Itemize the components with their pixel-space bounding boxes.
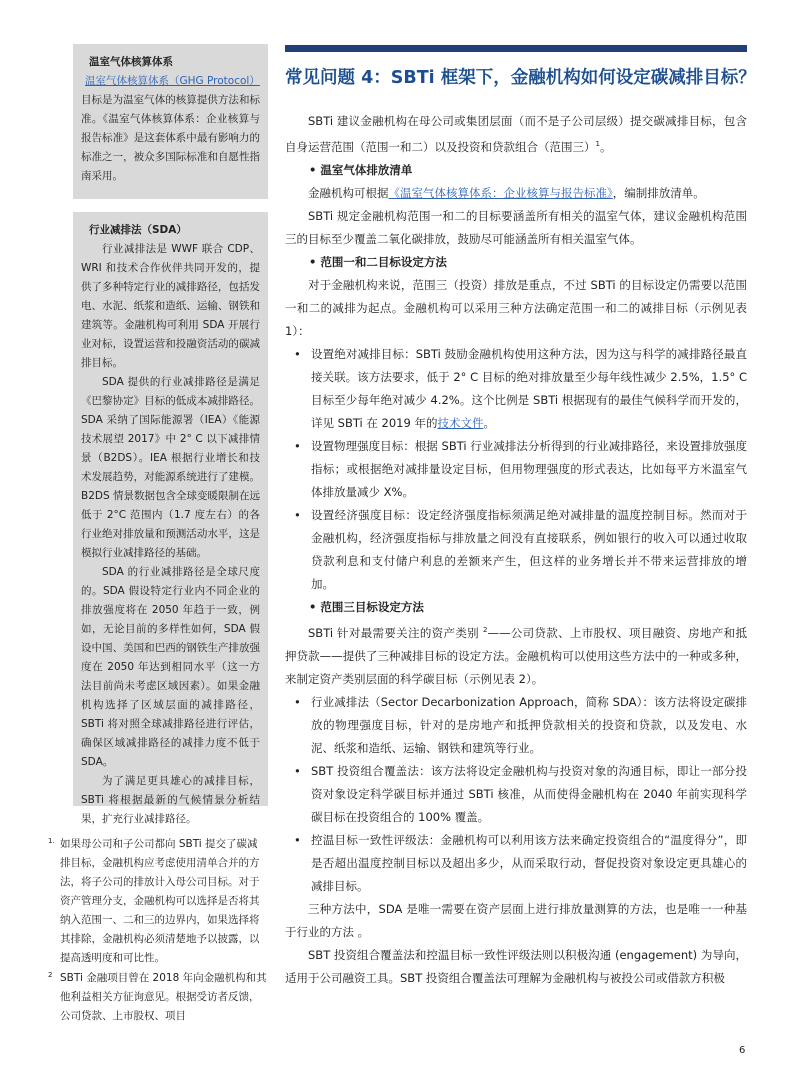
footnote-ref-1[interactable]: 1	[595, 140, 600, 148]
footnote-text: 如果母公司和子公司都向 SBTi 提交了碳减排目标，金融机构应考虑使用清单合并的方法，将子公司的排放计入母公司目标。对于资产管理分支，金融机构可以选择是否将其纳入范围一、二和三的边界内，如果选择将其排除，金融机构必须清楚地予以披露，以提高透明度和可比性。	[60, 838, 260, 964]
sda-box-title: 行业减排法（SDA）	[89, 224, 187, 236]
ghg-protocol-sidebar-box	[73, 44, 268, 199]
text: SBT 投资组合覆盖法：该方法将设定金融机构与投资对象的沟通目标，即让一部分投资对象设定科学碳目标并通过 SBTi 核准，从而使得金融机构在 2040 年前实现科学碳目标在投资组合的 100% 覆盖。	[311, 763, 747, 824]
ghg-standard-link[interactable]: 《温室气体核算体系：企业核算与报告标准》	[388, 185, 613, 200]
engagement-paragraph: SBT 投资组合覆盖法和控温目标一致性评级法则以积极沟通 (engagement) 为导向，适用于公司融资工具。SBT 投资组合覆盖法可理解为金融机构与被投公司或借款方积极	[285, 947, 747, 985]
text: 设置经济强度目标：设定经济强度指标须满足绝对减排量的温度控制目标。然而对于金融机构，经济强度指标与排放量之间没有直接联系，例如银行的收入可以通过收取贷款利息和支付储户利息的差额来产生，但这样的业务增长并不带来运营排放的增加。	[311, 507, 747, 591]
text: SBTi 针对最需要关注的资产类别	[308, 625, 483, 640]
footnotes	[48, 835, 268, 1027]
sda-box-paragraph: 行业减排法是 WWF 联合 CDP、WRI 和技术合作伙伴共同开发的，提供了多种特定行业的减排路径，包括发电、水泥、纸浆和造纸、运输、钢铁和建筑等。金融机构可利用 SDA 开展行业对标，设置运营和投融资活动的碳减排目标。	[81, 243, 260, 369]
bullet-icon: •	[294, 346, 301, 361]
heading-accent-bar	[285, 45, 747, 52]
text: ，编制排放清单。	[612, 185, 705, 200]
technical-document-link[interactable]: 技术文件	[437, 415, 484, 430]
bullet-icon: •	[294, 694, 301, 709]
page-heading: 常见问题 4：SBTi 框架下，金融机构如何设定碳减排目标？	[285, 68, 756, 88]
sda-box-paragraph: 为了满足更具雄心的减排目标，SBTi 将根据最新的气候情景分析结果，扩充行业减排路径。	[81, 775, 260, 825]
bullet-icon: •	[294, 438, 301, 453]
footnote-mark: 2	[48, 971, 53, 979]
main-content	[285, 110, 747, 990]
intro-text: SBTi 建议金融机构在母公司或集团层面（而不是子公司层级）提交碳减排目标，包含自身运营范围（范围一和二）以及投资和贷款组合（范围三）	[285, 114, 747, 154]
ghg-box-title: 温室气体核算体系	[89, 56, 173, 68]
text: 金融机构可根据	[308, 185, 389, 200]
text: 控温目标一致性评级法：金融机构可以利用该方法来确定投资组合的“温度得分”，即是否超出温度控制目标以及超出多少，从而采取行动，督促投资对象设定更具雄心的减排目标。	[311, 832, 747, 893]
sda-sidebar-box	[73, 212, 268, 825]
list-item-sda	[285, 691, 747, 760]
list-item-physical-intensity	[285, 435, 747, 504]
bullet-icon: •	[294, 763, 301, 778]
scope12-intro: 对于金融机构来说，范围三（投资）排放是重点，不过 SBTi 的目标设定仍需要以范围一和二的减排为起点。金融机构可以采用三种方法确定范围一和二的减排目标（示例见表 1）：	[285, 277, 747, 338]
section-heading-scope3: • 范围三目标设定方法	[309, 599, 424, 614]
intro-paragraph	[285, 110, 747, 159]
bullet-icon: •	[294, 507, 301, 522]
ghg-box-body: 目标是为温室气体的核算提供方法和标准。《温室气体核算体系：企业核算与报告标准》是这套体系中最有影响力的标准之一，被众多国际标准和自愿性指南采用。	[81, 94, 260, 182]
methods-comparison-paragraph: 三种方法中，SDA 是唯一需要在资产层面上进行排放量测算的方法，也是唯一一种基于行业的方法 。	[285, 901, 747, 939]
text: 。	[483, 415, 495, 430]
list-item-portfolio-coverage	[285, 760, 747, 829]
section-heading-scope12: • 范围一和二目标设定方法	[309, 254, 447, 269]
footnote-2	[48, 969, 268, 1026]
text: ——公司贷款、上市股权、项目融资、房地产和抵押贷款——提供了三种减排目标的设定方法。金融机构可以使用这些方法中的一种或多种，来制定资产类别层面的科学碳目标（示例见表 2）。	[285, 625, 747, 686]
page-number: 6	[739, 1045, 746, 1056]
scope3-intro	[285, 619, 747, 691]
footnote-1	[48, 835, 268, 968]
section-heading-ghg-inventory: • 温室气体排放清单	[309, 162, 413, 177]
ghg-scope-paragraph: SBTi 规定金融机构范围一和二的目标要涵盖所有相关的温室气体，建议金融机构范围三的目标至少覆盖二氧化碳排放，鼓励尽可能涵盖所有相关温室气体。	[285, 208, 747, 246]
ghg-protocol-link[interactable]: 温室气体核算体系（GHG Protocol）	[85, 75, 260, 87]
footnote-text: SBTi 金融项目曾在 2018 年向金融机构和其他利益相关方征询意见。根据受访者反馈，公司贷款、上市股权、项目	[60, 972, 267, 1022]
footnote-mark: 1.	[48, 837, 55, 845]
footnote-ref-2[interactable]: 2	[482, 625, 488, 634]
ghg-inventory-paragraph	[285, 182, 747, 205]
list-item-economic-intensity	[285, 504, 747, 596]
text: 行业减排法（Sector Decarbonization Approach，简称 SDA）：该方法将设定碳排放的物理强度目标，针对的是房地产和抵押贷款相关的投资和贷款，以及发电、水泥、纸浆和造纸、运输、钢铁和建筑等行业。	[311, 694, 747, 755]
sda-box-paragraph: SDA 提供的行业减排路径是满足《巴黎协定》目标的低成本减排路径。SDA 采纳了国际能源署（IEA）《能源技术展望 2017》中 2° C 以下减排情景（B2DS）。IEA 根据行业增长和技术发展趋势，对能源系统进行了建模。B2DS 情景数据包含全球变暖限制在远低于 2°C 范围内（1.7 度左右）的各行业绝对排放量和预测活动水平，这是模拟行业减排路径的基础。	[81, 376, 260, 559]
intro-end: 。	[599, 139, 612, 154]
list-item-temperature-rating	[285, 829, 747, 898]
bullet-icon: •	[294, 832, 301, 847]
text: 设置绝对减排目标：SBTi 鼓励金融机构使用这种方法，因为这与科学的减排路径最直接关联。该方法要求，低于 2° C 目标的绝对排放量至少每年线性减少 2.5%，1.5° C 目标至少每年绝对减少 4.2%。这个比例是 SBTi 根据现有的最佳气候科学而开发的，详见 SBTi 在 2019 年的	[311, 346, 747, 430]
text: 设置物理强度目标：根据 SBTi 行业减排法分析得到的行业减排路径，来设置排放强度指标；或根据绝对减排量设定目标，但用物理强度的形式表达，比如每平方米温室气体排放量减少 X%。	[311, 438, 747, 499]
list-item-absolute-target	[285, 343, 747, 435]
sda-box-paragraph: SDA 的行业减排路径是全球尺度的。SDA 假设特定行业内不同企业的排放强度将在 2050 年趋于一致，例如，无论目前的多样性如何，SDA 假设中国、美国和巴西的钢铁生产排放强度在 2050 年达到相同水平（这一方法目前尚未考虑区域因素）。如果金融机构选择了区域层面的减排路径，SBTi 将对照全球减排路径进行评估，确保区域减排路径的减排力度不低于 SDA。	[81, 566, 260, 768]
